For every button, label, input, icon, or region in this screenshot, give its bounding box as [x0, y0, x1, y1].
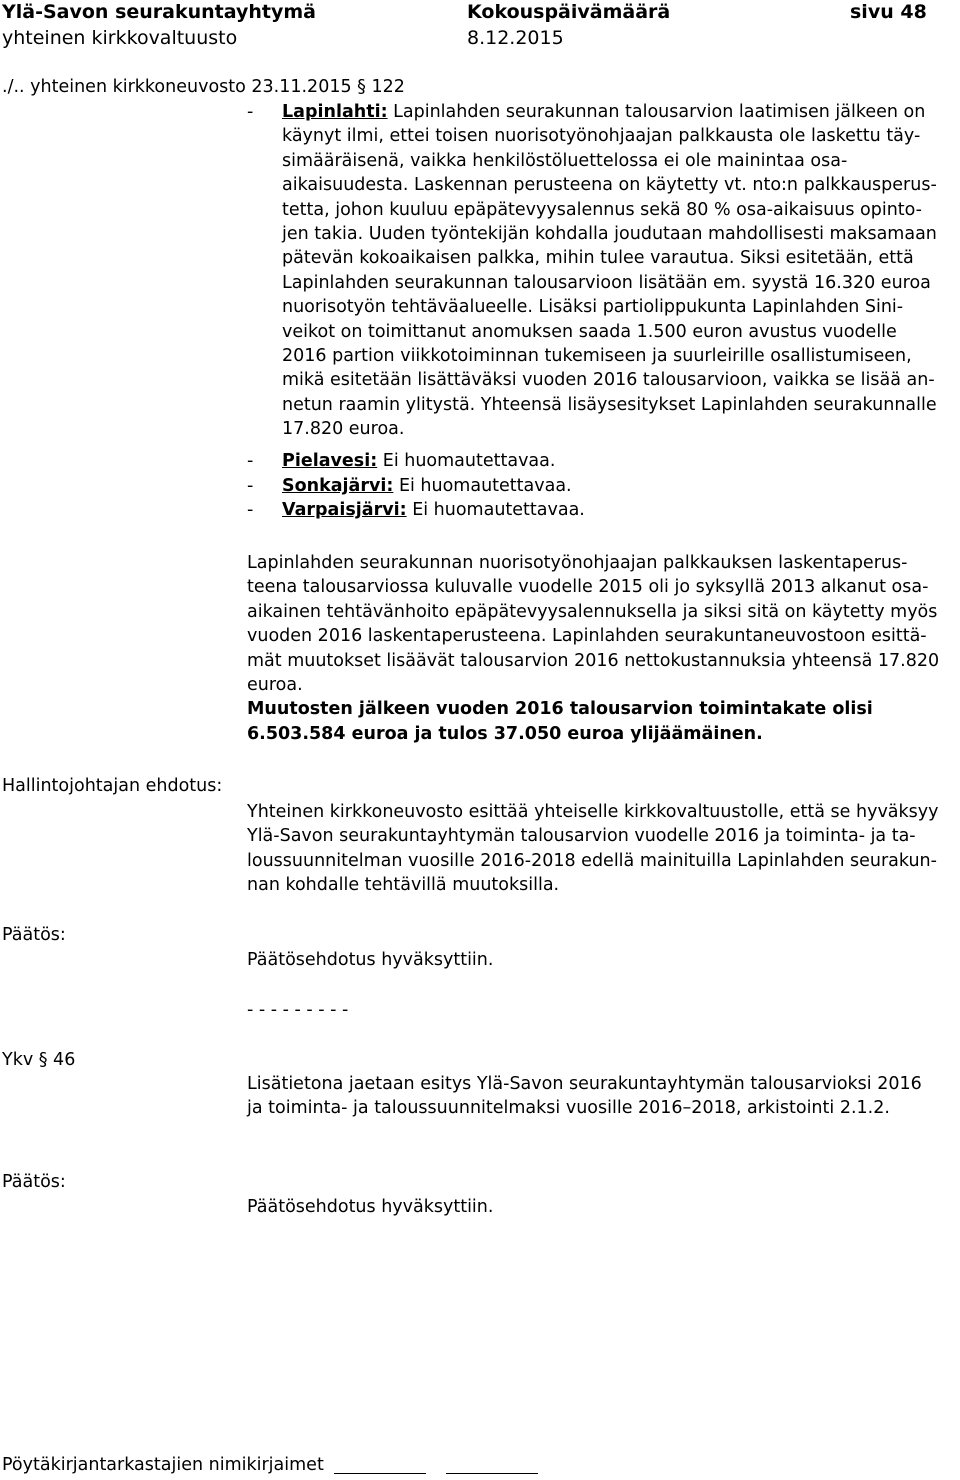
organization-name: Ylä-Savon seurakuntayhtymä	[2, 1, 316, 23]
text-line: aikaisuudesta. Laskennan perusteena on käytetty vt. nto:n palkkausperus-	[282, 175, 937, 196]
text-line: loussuunnitelman vuosille 2016-2018 edellä mainituilla Lapinlahden seurakun-	[247, 850, 937, 871]
governing-body: yhteinen kirkkovaltuusto	[2, 27, 238, 49]
meeting-date-label: Kokouspäivämäärä	[467, 1, 671, 23]
pielavesi-text: Ei huomautettavaa.	[377, 451, 556, 471]
lapinlahti-name: Lapinlahti:	[282, 102, 388, 122]
summary-paragraph	[247, 551, 939, 746]
text-line: Ylä-Savon seurakuntayhtymän talousarvion vuodelle 2016 ja toiminta- ja ta-	[247, 826, 916, 847]
ykv-section-label: Ykv § 46	[2, 1050, 76, 1070]
text-line: pätevän kokoaikaisen palkka, mihin tulee varautua. Siksi esitetään, että	[282, 248, 914, 269]
text-line: käynyt ilmi, ettei toisen nuorisotyönohjaajan palkkausta ole laskettu täy-	[282, 126, 921, 147]
text-line: ja toiminta- ja taloussuunnitelmaksi vuosille 2016–2018, arkistointi 2.1.2.	[247, 1098, 890, 1119]
text-line: Lapinlahden seurakunnan nuorisotyönohjaajan palkkauksen laskentaperus-	[247, 553, 908, 573]
meeting-date: 8.12.2015	[467, 27, 564, 49]
item-dash: -	[247, 476, 254, 496]
text-line: euroa.	[247, 675, 303, 696]
decision-label: Päätös:	[2, 1172, 66, 1192]
pielavesi-item	[282, 449, 555, 473]
page-number: sivu 48	[850, 1, 927, 23]
initials-line	[334, 1473, 426, 1474]
continuation-reference: ./.. yhteinen kirkkoneuvosto 23.11.2015 § 122	[2, 77, 405, 97]
section-separator: - - - - - - - - -	[247, 1000, 349, 1020]
sonkajarvi-name: Sonkajärvi:	[282, 476, 394, 496]
text-line: Lisätietona jaetaan esitys Ylä-Savon seurakuntayhtymän talousarvioksi 2016	[247, 1074, 922, 1094]
text-line: veikot on toimittanut anomuksen saada 1.500 euron avustus vuodelle	[282, 321, 897, 342]
text-line: simääräisenä, vaikka henkilöstöluettelossa ei ole mainintaa osa-	[282, 150, 848, 171]
text-line: Lapinlahden seurakunnan talousarvioon lisätään em. syystä 16.320 euroa	[282, 272, 931, 293]
sonkajarvi-text: Ei huomautettavaa.	[393, 476, 572, 496]
decision-text: Päätösehdotus hyväksyttiin.	[247, 950, 494, 970]
bold-conclusion-line: Muutosten jälkeen vuoden 2016 talousarvion toimintakate olisi	[247, 699, 873, 720]
varpaisjarvi-item	[282, 498, 585, 522]
text-line: 17.820 euroa.	[282, 419, 405, 440]
text-line: Yhteinen kirkkoneuvosto esittää yhteiselle kirkkovaltuustolle, että se hyväksyy	[247, 802, 939, 822]
text-line: netun raamin ylitystä. Yhteensä lisäysesitykset Lapinlahden seurakunnalle	[282, 394, 937, 415]
varpaisjarvi-text: Ei huomautettavaa.	[406, 500, 585, 520]
text-line: teena talousarviossa kuluvalle vuodelle 2015 oli jo syksyllä 2013 alkanut osa-	[247, 577, 929, 598]
sonkajarvi-item	[282, 474, 572, 498]
text-line: aikainen tehtävänhoito epäpätevyysalennuksella ja siksi sitä on käytetty myös	[247, 601, 938, 622]
text-line: mikä esitetään lisättäväksi vuoden 2016 talousarvioon, vaikka se lisää an-	[282, 370, 935, 391]
item-dash: -	[247, 500, 254, 520]
text-line: mät muutokset lisäävät talousarvion 2016 nettokustannuksia yhteensä 17.820	[247, 650, 940, 671]
proposal-text	[247, 800, 939, 898]
initials-line	[446, 1473, 538, 1474]
text-line: vuoden 2016 laskentaperusteena. Lapinlahden seurakuntaneuvostoon esittä-	[247, 626, 927, 647]
varpaisjarvi-name: Varpaisjärvi:	[282, 500, 407, 520]
decision-label: Päätös:	[2, 925, 66, 945]
decision-text: Päätösehdotus hyväksyttiin.	[247, 1197, 494, 1217]
text-line: nan kohdalle tehtävillä muutoksilla.	[247, 875, 560, 896]
item-dash: -	[247, 102, 254, 122]
ykv-text	[247, 1072, 922, 1121]
proposal-label: Hallintojohtajan ehdotus:	[2, 776, 223, 796]
lapinlahti-first-line	[282, 100, 937, 124]
bold-conclusion-line: 6.503.584 euroa ja tulos 37.050 euroa ylijäämäinen.	[247, 723, 763, 744]
lapinlahti-first-text: Lapinlahden seurakunnan talousarvion laatimisen jälkeen on	[387, 102, 926, 122]
pielavesi-name: Pielavesi:	[282, 451, 378, 471]
text-line: jen takia. Uuden työntekijän kohdalla joudutaan mahdollisesti maksamaan	[282, 224, 937, 245]
text-line: tetta, johon kuuluu epäpätevyysalennus sekä 80 % osa-aikaisuus opinto-	[282, 199, 922, 220]
item-dash: -	[247, 451, 254, 471]
reviewers-initials-label: Pöytäkirjantarkastajien nimikirjaimet	[2, 1455, 324, 1475]
lapinlahti-item	[282, 100, 937, 442]
text-line: 2016 partion viikkotoiminnan tukemiseen ja suurleirille osallistumiseen,	[282, 346, 912, 367]
text-line: nuorisotyön tehtäväalueelle. Lisäksi partiolippukunta Lapinlahden Sini-	[282, 297, 904, 318]
